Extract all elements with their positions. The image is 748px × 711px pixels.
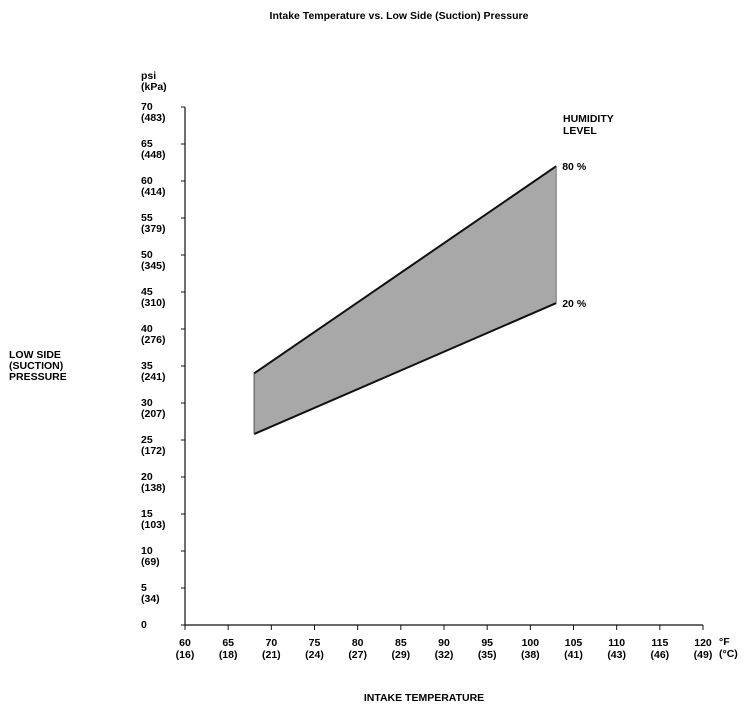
x-tick-sublabel: (24): [305, 649, 324, 661]
y-tick-label: 35: [141, 360, 153, 372]
x-tick-sublabel: (21): [261, 649, 281, 661]
x-tick-label: 115: [651, 637, 669, 649]
y-axis-label-line2: (SUCTION): [9, 360, 64, 372]
y-unit-psi: psi: [141, 70, 157, 82]
x-tick-sublabel: (43): [607, 649, 627, 661]
y-axis-label-line3: PRESSURE: [9, 371, 67, 383]
x-tick-label: 70: [265, 637, 278, 649]
y-tick-label: 70: [141, 101, 153, 113]
x-unit-c: (°C): [719, 648, 738, 660]
axes: [185, 107, 703, 625]
series-label-80pct: 80 %: [562, 161, 587, 174]
y-tick-sublabel: (103): [141, 519, 166, 531]
series-label-20pct: 20 %: [562, 298, 587, 311]
x-tick-sublabel: (38): [520, 649, 540, 661]
x-tick-sublabel: (46): [650, 649, 670, 661]
x-tick-sublabel: (35): [477, 649, 497, 661]
humidity-band: [254, 166, 556, 434]
y-tick-label: 30: [141, 397, 153, 409]
x-tick-label: 60: [179, 637, 191, 649]
y-tick-sublabel: (172): [141, 445, 166, 457]
y-unit-kpa: (kPa): [141, 81, 167, 93]
y-tick-sublabel: (69): [141, 556, 160, 568]
x-tick-label: 85: [394, 637, 407, 649]
x-tick-label: 90: [438, 637, 450, 649]
y-tick-sublabel: (345): [141, 260, 166, 272]
x-tick-label: 100: [521, 637, 540, 649]
y-tick-sublabel: (207): [141, 408, 166, 420]
y-tick-label: 0: [141, 619, 147, 631]
y-tick-label: 60: [141, 175, 153, 187]
y-tick-label: 65: [141, 138, 153, 150]
legend-title-line2: LEVEL: [563, 125, 597, 137]
x-tick-label: 80: [351, 637, 364, 649]
x-axis-label: INTAKE TEMPERATURE: [363, 692, 485, 704]
y-tick-label: 45: [141, 286, 153, 298]
x-tick-sublabel: (29): [391, 649, 411, 661]
y-tick-label: 50: [141, 249, 153, 261]
y-tick-label: 5: [141, 582, 147, 594]
y-ticks: [141, 101, 185, 631]
x-unit-f: °F: [719, 636, 730, 648]
x-tick-label: 65: [222, 637, 235, 649]
x-tick-sublabel: (16): [175, 649, 195, 661]
x-tick-label: 105: [564, 637, 583, 649]
y-tick-label: 10: [141, 545, 153, 557]
y-tick-sublabel: (483): [141, 112, 166, 124]
chart-title: Intake Temperature vs. Low Side (Suction) Pressure: [269, 10, 529, 22]
x-tick-sublabel: (27): [348, 649, 368, 661]
x-tick-label: 95: [481, 637, 494, 649]
humidity-band-fill: [254, 166, 556, 434]
x-tick-sublabel: (32): [434, 649, 454, 661]
y-tick-sublabel: (379): [141, 223, 166, 235]
y-tick-label: 15: [141, 508, 153, 520]
y-tick-sublabel: (34): [141, 593, 160, 605]
x-tick-sublabel: (49): [693, 649, 713, 661]
series-labels: [562, 161, 587, 310]
x-tick-sublabel: (18): [218, 649, 238, 661]
x-tick-sublabel: (41): [564, 649, 583, 661]
y-tick-label: 40: [141, 323, 153, 335]
legend-title-line1: HUMIDITY: [563, 113, 614, 125]
y-tick-sublabel: (241): [141, 371, 166, 383]
x-tick-label: 110: [608, 637, 626, 649]
y-tick-label: 20: [141, 471, 153, 483]
y-tick-sublabel: (138): [141, 482, 166, 494]
y-tick-sublabel: (276): [141, 334, 166, 346]
y-axis-label-line1: LOW SIDE: [9, 349, 61, 361]
x-tick-label: 120: [694, 637, 712, 649]
y-tick-sublabel: (310): [141, 297, 166, 309]
y-tick-label: 55: [141, 212, 153, 224]
y-tick-label: 25: [141, 434, 153, 446]
y-tick-sublabel: (448): [141, 149, 166, 161]
x-ticks: [176, 625, 713, 661]
y-tick-sublabel: (414): [141, 186, 166, 198]
x-tick-label: 75: [308, 637, 321, 649]
